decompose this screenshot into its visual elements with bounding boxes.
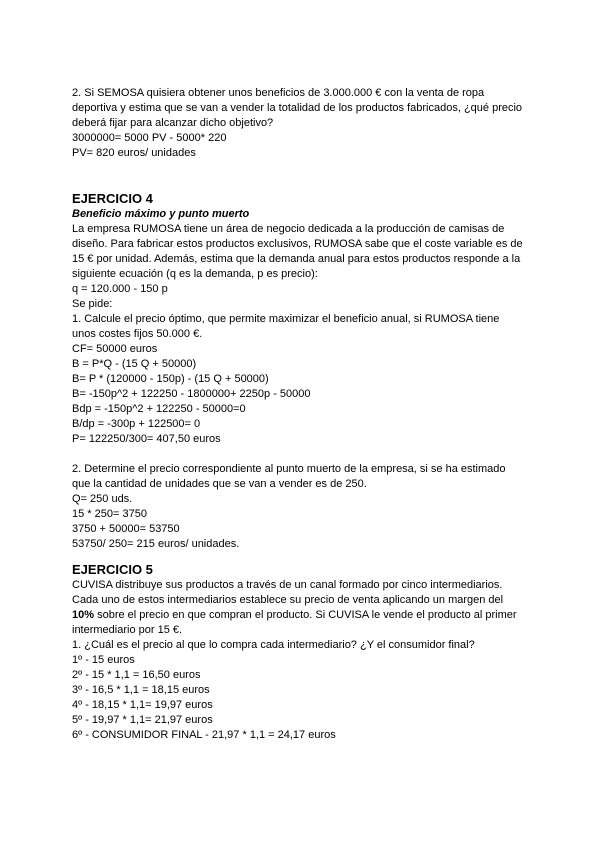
exercise-4-q2-line: que la cantidad de unidades que se van a vender es de 250.: [72, 478, 367, 490]
exercise-5-intro-line: intermediario por 15 €.: [72, 624, 183, 636]
exercise-4-q1-calc: B/dp = -300p + 122500= 0: [72, 418, 201, 430]
exercise-4-q1-line: unos costes fijos 50.000 €.: [72, 328, 203, 340]
exercise-4-q2-calc: 15 * 250= 3750: [72, 508, 147, 520]
exercise-5-answer: 6º - CONSUMIDOR FINAL - 21,97 * 1,1 = 24,17 euros: [72, 729, 336, 741]
exercise-4-title: EJERCICIO 4: [72, 191, 153, 206]
exercise-5-answer: 3º - 16,5 * 1,1 = 18,15 euros: [72, 684, 210, 696]
exercise-5-intro-line: Cada uno de estos intermediarios establece su precio de venta aplicando un margen del: [72, 594, 504, 606]
prev-q2-line: deportiva y estima que se van a vender la totalidad de los productos fabricados, ¿qué precio: [72, 102, 523, 114]
prev-q2-calc: 3000000= 5000 PV - 5000* 220: [72, 132, 227, 144]
exercise-4-intro-line: La empresa RUMOSA tiene un área de negocio dedicada a la producción de camisas de: [72, 223, 505, 235]
exercise-4-q2-calc: Q= 250 uds.: [72, 493, 133, 505]
exercise-4-q1-calc: B= P * (120000 - 150p) - (15 Q + 50000): [72, 373, 269, 385]
exercise-4-equation: q = 120.000 - 150 p: [72, 283, 168, 295]
prev-q2-calc: PV= 820 euros/ unidades: [72, 147, 196, 159]
exercise-5-answer: 1º - 15 euros: [72, 654, 135, 666]
exercise-5-intro-line: CUVISA distribuye sus productos a través de un canal formado por cinco intermediarios.: [72, 579, 503, 591]
exercise-4-q2-line: 2. Determine el precio correspondiente al punto muerto de la empresa, si se ha estimado: [72, 463, 506, 475]
document-page: [72, 86, 532, 743]
exercise-5-intro-rest: sobre el precio en que compran el producto. Si CUVISA le vende el producto al primer: [94, 609, 517, 621]
exercise-4-q2-calc: 53750/ 250= 215 euros/ unidades.: [72, 538, 240, 550]
exercise-4: [72, 191, 532, 552]
exercise-5: [72, 562, 532, 743]
exercise-4-q1-calc: Bdp = -150p^2 + 122250 - 50000=0: [72, 403, 246, 415]
prev-q2-line: 2. Si SEMOSA quisiera obtener unos beneficios de 3.000.000 € con la venta de ropa: [72, 87, 485, 99]
exercise-5-answer: 5º - 19,97 * 1,1= 21,97 euros: [72, 714, 213, 726]
prev-question-2: [72, 86, 532, 161]
exercise-4-q1-calc: CF= 50000 euros: [72, 343, 158, 355]
exercise-4-intro-line: siguiente ecuación (q es la demanda, p es precio):: [72, 268, 318, 280]
exercise-5-answer: 4º - 18,15 * 1,1= 19,97 euros: [72, 699, 213, 711]
prev-q2-line: deberá fijar para alcanzar dicho objetivo?: [72, 117, 274, 129]
exercise-5-q1: 1. ¿Cuál es el precio al que lo compra cada intermediario? ¿Y el consumidor final?: [72, 639, 475, 651]
exercise-4-intro-line: 15 € por unidad. Además, estima que la demanda anual para estos productos responde a la: [72, 253, 521, 265]
exercise-5-intro-line: [72, 608, 532, 623]
exercise-4-se-pide: Se pide:: [72, 298, 113, 310]
exercise-4-q1-calc: B= -150p^2 + 122250 - 1800000+ 2250p - 50000: [72, 388, 311, 400]
exercise-4-subtitle: Beneficio máximo y punto muerto: [72, 208, 250, 220]
exercise-4-q2-calc: 3750 + 50000= 53750: [72, 523, 180, 535]
margin-percent: 10%: [72, 609, 95, 621]
exercise-4-q1-calc: B = P*Q - (15 Q + 50000): [72, 358, 197, 370]
exercise-5-answer: 2º - 15 * 1,1 = 16,50 euros: [72, 669, 201, 681]
exercise-5-title: EJERCICIO 5: [72, 562, 153, 577]
exercise-4-q1-line: 1. Calcule el precio óptimo, que permite maximizar el beneficio anual, si RUMOSA tiene: [72, 313, 500, 325]
exercise-4-q1-calc: P= 122250/300= 407,50 euros: [72, 433, 221, 445]
exercise-4-intro-line: diseño. Para fabricar estos productos exclusivos, RUMOSA sabe que el coste variable es de: [72, 238, 523, 250]
